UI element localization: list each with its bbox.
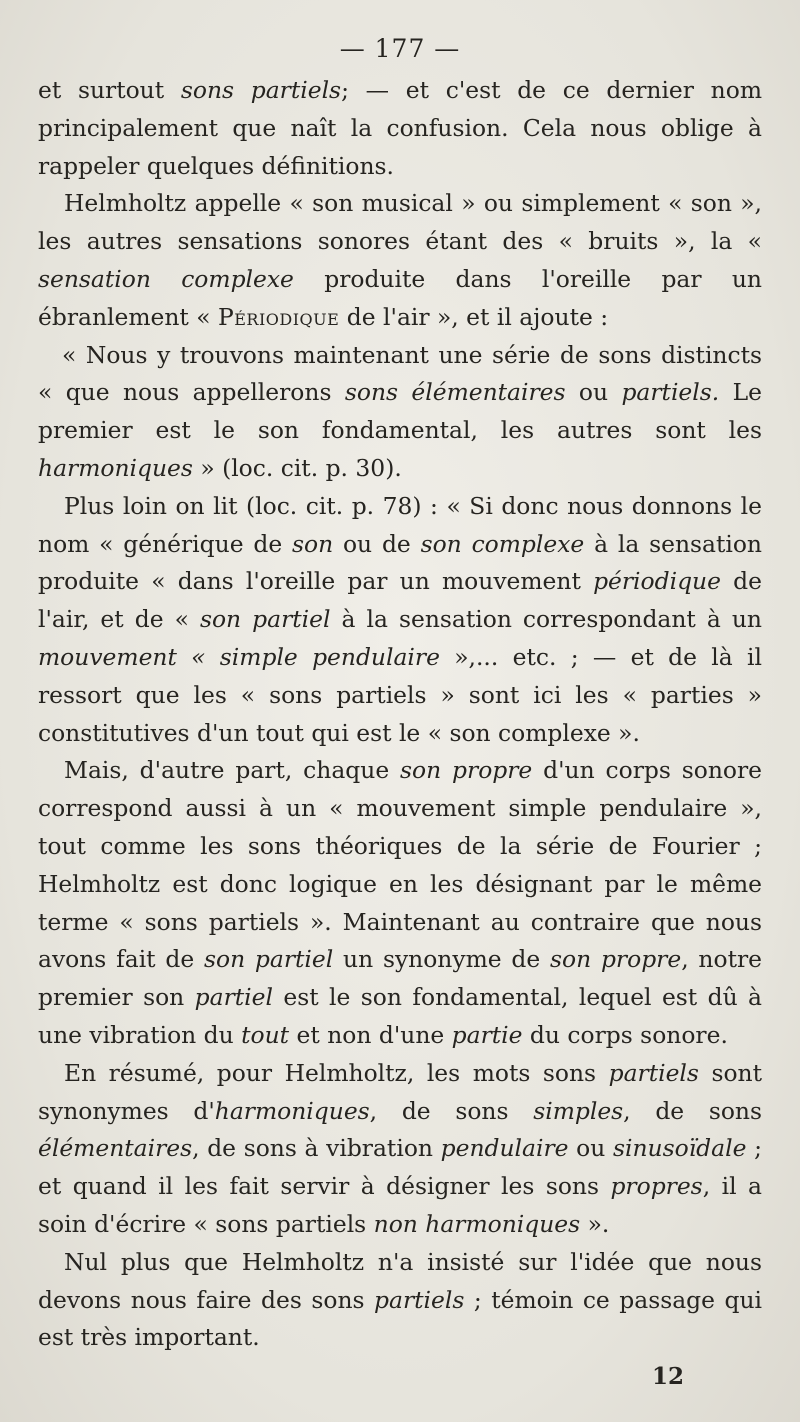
- signature-mark: 12: [652, 1363, 685, 1390]
- text-run: d'un corps sonore correspond aussi à un « mouvement simple pendulaire », tout comme les sons théoriques de la série de Fourier ; Helmholtz est donc logique en les désignant par le même terme « sons partiels ». Maintenant au contraire que nous avons fait de: [38, 756, 762, 974]
- text-run: sont synonymes d': [38, 1058, 762, 1125]
- text-run: , de sons: [369, 1096, 534, 1125]
- text-run: ou: [568, 1134, 613, 1163]
- text-run: ; — et c'est de ce dernier nom principalement que naît la confusion. Cela nous oblige à rappeler quelques définitions.: [38, 76, 762, 180]
- text-run: produite dans l'oreille par un ébranlement «: [38, 264, 762, 331]
- italic-run: partiels: [608, 1058, 699, 1087]
- text-run: et non d'une: [289, 1020, 452, 1049]
- text-run: , notre premier son: [38, 945, 762, 1012]
- italic-run: sons élémentaires: [344, 378, 566, 407]
- text-run: , il a soin d'écrire « sons partiels: [38, 1172, 762, 1238]
- italic-run: son partiel: [199, 605, 331, 634]
- text-run: ou: [565, 378, 622, 407]
- text-run: ; témoin ce passage qui est très important.: [38, 1285, 762, 1352]
- italic-run: sinusoïdale: [613, 1134, 747, 1163]
- text-run: »,... etc. ; — et de là il ressort que les « sons partiels » sont ici les « parties » constitutives d'un tout qui est le « son complexe ».: [38, 642, 762, 747]
- italic-run: harmoniques: [38, 453, 193, 482]
- italic-run: mouvement « simple pendulaire: [38, 642, 440, 671]
- text-run: à la sensation correspondant à un: [330, 605, 762, 634]
- page-number: — 177 —: [339, 34, 461, 63]
- italic-run: sensation complexe: [38, 264, 294, 293]
- italic-run: pendulaire: [440, 1134, 569, 1163]
- italic-run: sons partiels: [180, 76, 342, 104]
- text-run: En résumé, pour Helmholtz, les mots sons: [64, 1058, 609, 1087]
- italic-run: son propre: [550, 945, 682, 974]
- italic-run: propres: [610, 1172, 703, 1201]
- text-run: » (loc. cit. p. 30).: [192, 453, 402, 482]
- paragraph-3-quote: [38, 337, 762, 488]
- paragraph-4: [38, 488, 762, 753]
- paragraph-5: [38, 752, 762, 1054]
- italic-run: son propre: [400, 756, 533, 785]
- paragraph-6: [38, 1055, 762, 1244]
- text-run: ou de: [333, 529, 421, 558]
- text-run: , de sons: [623, 1096, 762, 1125]
- text-run: est le son fondamental, lequel est dû à une vibration du: [38, 983, 763, 1049]
- text-run: et surtout: [38, 76, 181, 104]
- text-run: , de sons à vibration: [192, 1134, 441, 1163]
- italic-run: son partiel: [203, 945, 334, 974]
- text-run: ; et quand il les fait servir à désigner les sons: [38, 1134, 762, 1201]
- italic-run: harmoniques: [214, 1096, 370, 1125]
- italic-run: son: [292, 529, 334, 558]
- italic-run: partiels: [374, 1285, 465, 1314]
- italic-run: partie: [451, 1020, 523, 1049]
- italic-run: simples: [533, 1096, 624, 1125]
- text-run: « Nous y trouvons maintenant une série de sons distincts « que nous appellerons: [38, 340, 762, 407]
- text-run: Mais, d'autre part, chaque: [64, 756, 401, 785]
- paragraph-1: [38, 72, 762, 185]
- small-caps-run: Périodique: [218, 302, 340, 331]
- paragraph-7: [38, 1244, 762, 1357]
- paragraph-2: [38, 185, 762, 336]
- italic-run: tout: [241, 1020, 290, 1049]
- text-run: Helmholtz appelle « son musical » ou simplement « son », les autres sensations sonores étant des « bruits », la «: [38, 189, 762, 256]
- italic-run: partiels.: [621, 378, 720, 407]
- text-run: un synonyme de: [333, 945, 551, 974]
- italic-run: élémentaires: [38, 1134, 193, 1163]
- text-run: Le premier est le son fondamental, les autres sont les: [38, 378, 762, 445]
- italic-run: son complexe: [420, 529, 585, 558]
- italic-run: partiel: [194, 983, 273, 1012]
- text-run: Nul plus que Helmholtz n'a insisté sur l'idée que nous devons nous faire des sons: [38, 1247, 762, 1314]
- italic-run: non harmoniques: [373, 1209, 581, 1238]
- text-run: de l'air », et il ajoute :: [339, 302, 609, 331]
- italic-run: périodique: [593, 567, 721, 596]
- text-run: Plus loin on lit (loc. cit. p. 78) : « Si donc nous donnons le nom « générique de: [38, 491, 762, 558]
- text-run: de l'air, et de «: [38, 567, 762, 634]
- page-body: [38, 72, 762, 1357]
- text-run: à la sensation produite « dans l'oreille par un mouvement: [38, 529, 762, 596]
- text-run: ».: [580, 1209, 610, 1238]
- text-run: du corps sonore.: [522, 1020, 728, 1049]
